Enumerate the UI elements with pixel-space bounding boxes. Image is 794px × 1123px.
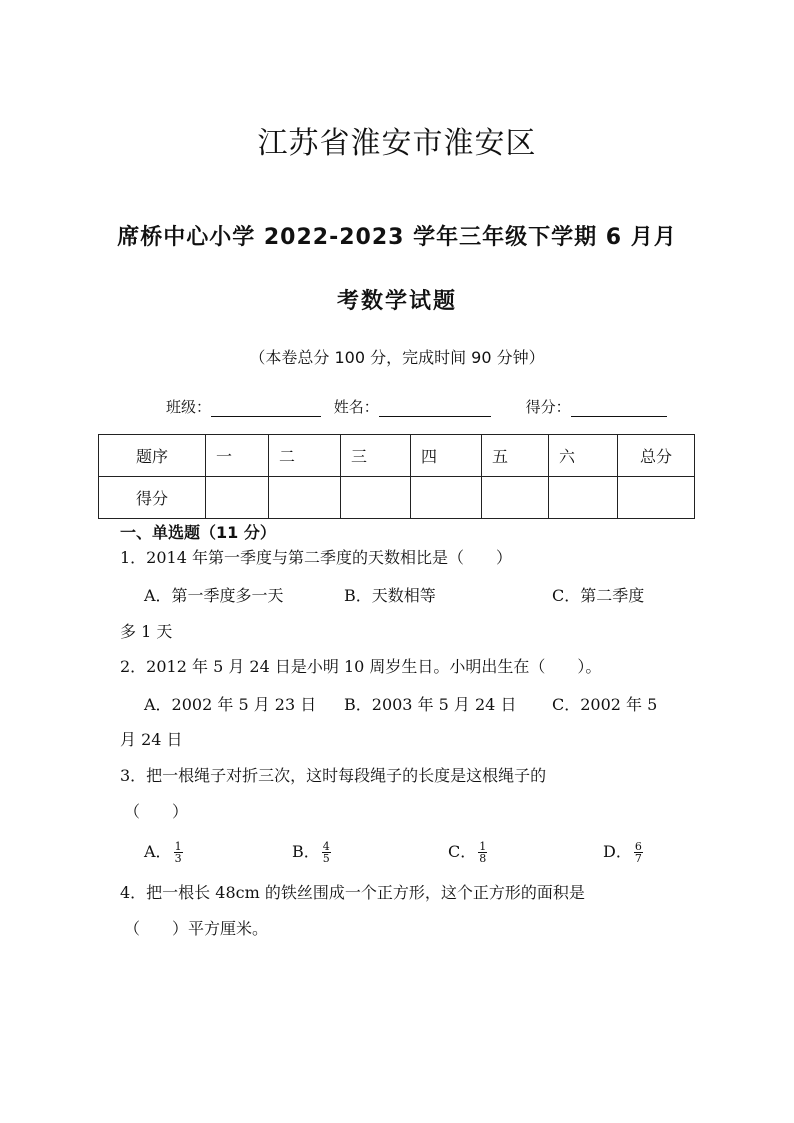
question-2-option-a[interactable]: A．2002 年 5 月 23 日 [144,695,317,714]
question-3-option-c[interactable] [448,839,487,864]
score-cell[interactable] [269,477,341,519]
student-info-row [166,396,675,417]
score-table [98,434,695,519]
denominator: 5 [322,852,330,865]
question-2-stem: 2．2012 年 5 月 24 日是小明 10 周岁生日。小明出生在（ ）。 [120,657,602,676]
score-cell[interactable] [341,477,411,519]
score-blank[interactable] [571,400,667,417]
fraction [634,841,643,864]
option-letter: C． [448,842,477,861]
denominator: 3 [174,852,182,865]
score-cell[interactable] [549,477,618,519]
numerator: 1 [479,840,487,853]
table-cell: 总分 [618,435,695,477]
question-1-option-b[interactable]: B．天数相等 [344,586,436,605]
option-letter: A． [144,842,172,861]
table-cell: 六 [549,435,618,477]
score-label: 得分： [525,398,571,416]
fraction [322,841,331,864]
question-1-stem: 1．2014 年第一季度与第二季度的天数相比是（ ） [120,548,512,567]
question-3-stem: 3．把一根绳子对折三次，这时每段绳子的长度是这根绳子的 [120,766,547,785]
question-2-option-b[interactable]: B．2003 年 5 月 24 日 [344,695,517,714]
question-4-stem-cont: （ ）平方厘米。 [124,919,269,938]
numerator: 6 [634,840,642,853]
score-cell[interactable] [411,477,482,519]
option-letter: D． [603,842,632,861]
table-cell: 四 [411,435,482,477]
question-4-stem: 4．把一根长 48cm 的铁丝围成一个正方形，这个正方形的面积是 [120,883,585,902]
score-cell[interactable] [618,477,695,519]
section-title: 一、单选题（11 分） [120,523,276,542]
class-blank[interactable] [211,400,321,417]
table-cell: 二 [269,435,341,477]
name-blank[interactable] [379,400,491,417]
denominator: 8 [479,852,487,865]
table-cell: 三 [341,435,411,477]
numerator: 4 [322,840,330,853]
exam-title-line2: 考数学试题 [336,289,457,314]
fraction [478,841,487,864]
exam-note: （本卷总分 100 分，完成时间 90 分钟） [249,348,545,367]
region-title: 江苏省淮安市淮安区 [257,126,537,161]
question-2-option-c[interactable]: C．2002 年 5 [552,695,658,714]
score-cell[interactable] [482,477,549,519]
option-letter: B． [292,842,320,861]
exam-title-line1: 席桥中心小学 2022-2023 学年三年级下学期 6 月月 [117,225,677,250]
question-3-stem-cont: （ ） [124,802,189,821]
table-row [99,477,695,519]
denominator: 7 [634,852,642,865]
question-1-option-a[interactable]: A．第一季度多一天 [144,586,284,605]
name-label: 姓名： [333,398,379,416]
numerator: 1 [174,840,182,853]
fraction [174,841,183,864]
table-cell: 一 [206,435,269,477]
class-label: 班级： [166,398,212,416]
table-cell: 五 [482,435,549,477]
question-1-option-c-cont: 多 1 天 [120,622,173,641]
question-2-option-c-cont: 月 24 日 [120,730,183,749]
table-row [99,435,695,477]
question-3-option-a[interactable] [144,839,183,864]
table-cell: 题序 [99,435,206,477]
table-cell: 得分 [99,477,206,519]
question-1-option-c[interactable]: C．第二季度 [552,586,645,605]
question-3-option-d[interactable] [603,839,643,864]
score-cell[interactable] [206,477,269,519]
question-3-option-b[interactable] [292,839,331,864]
